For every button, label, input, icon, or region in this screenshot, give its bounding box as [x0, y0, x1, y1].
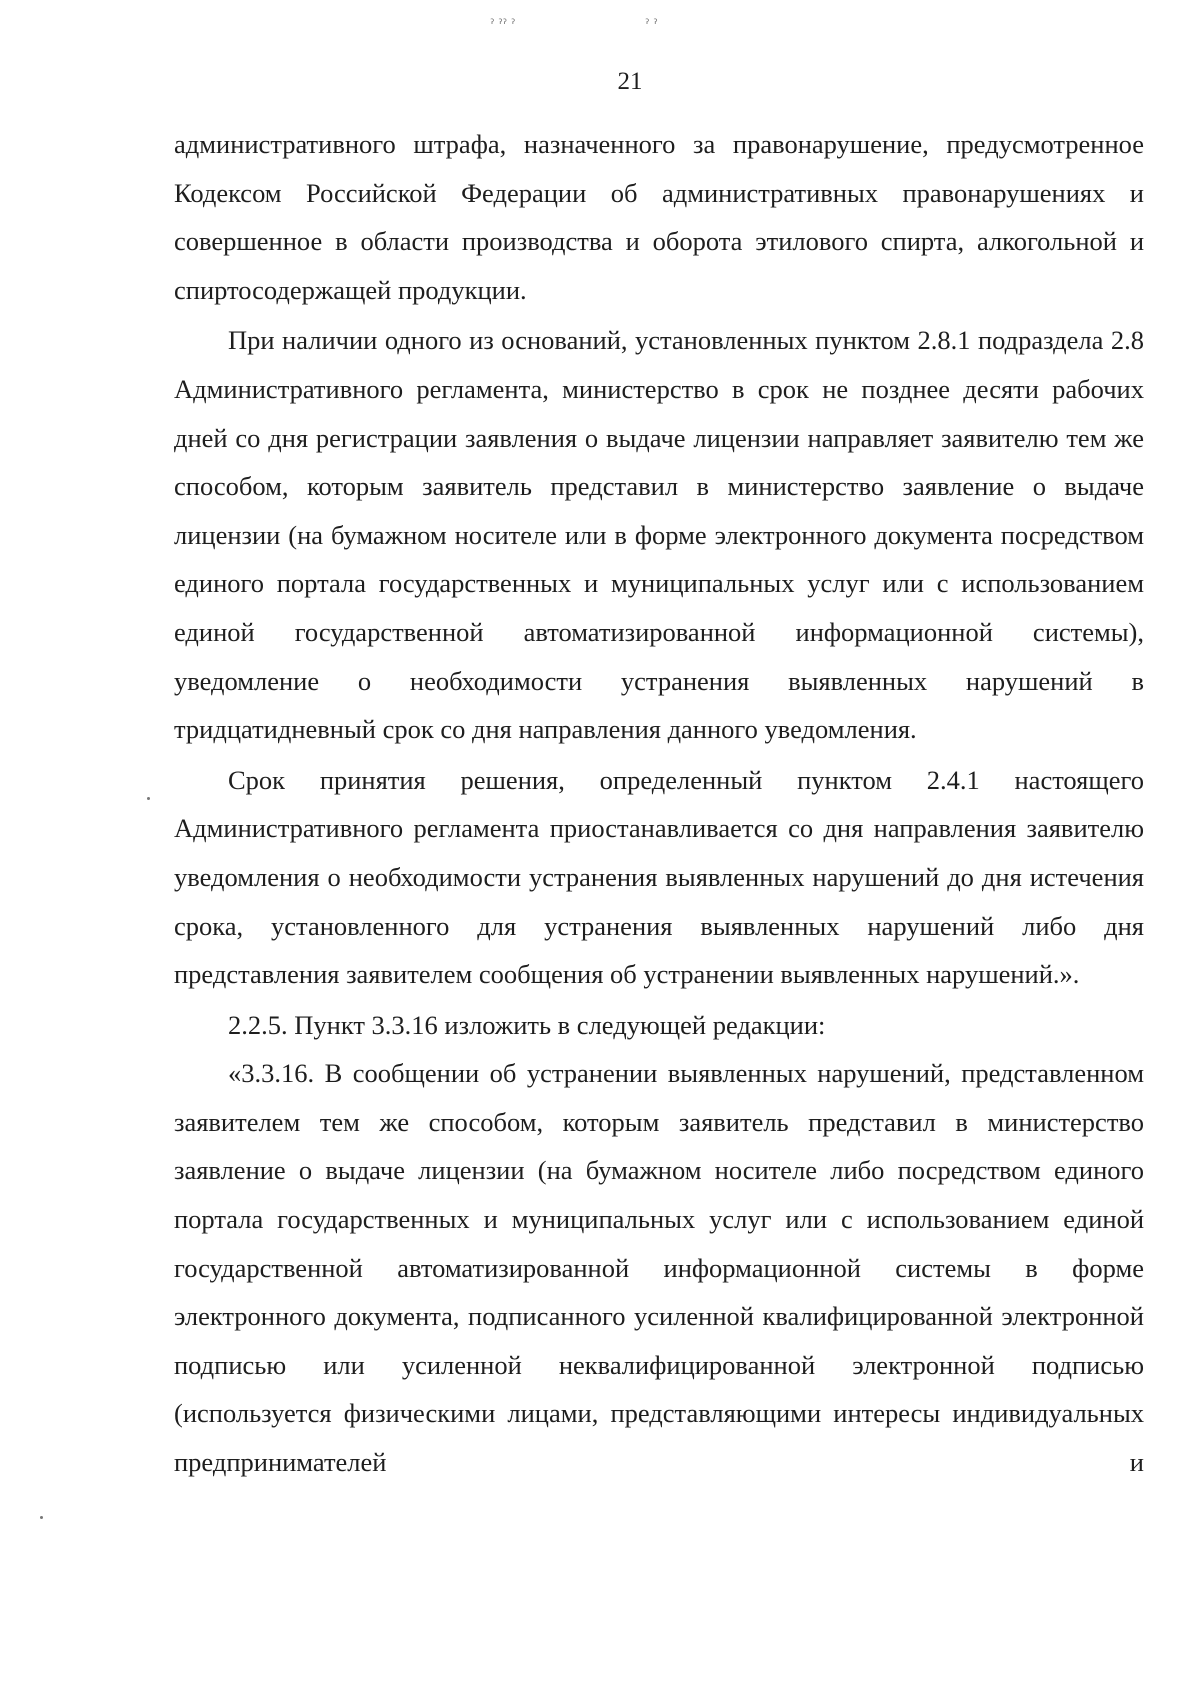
page-number: 21: [617, 68, 643, 95]
paragraph: При наличии одного из оснований, установленных пунктом 2.8.1 подраздела 2.8 Административного регламента, министерство в срок не позднее десяти рабочих дней со дня регистрации заявления о выдаче лицензии направляет заявителю тем же способом, которым заявитель представил в министерство заявление о выдаче лицензии (на бумажном носителе или в форме электронного документа посредством единого портала государственных и муниципальных услуг или с использованием единой государственной автоматизированной информационной системы), уведомление о необходимости устранения выявленных нарушений в тридцатидневный срок со дня направления данного уведомления.: [174, 325, 1144, 745]
scan-speck: [40, 1516, 43, 1519]
scan-artifact: ˀ ˀ: [645, 17, 658, 31]
document-body: [174, 120, 1144, 1487]
paragraph: административного штрафа, назначенного за правонарушение, предусмотренное Кодексом Российской Федерации об административных правонарушениях и совершенное в области производства и оборота этилового спирта, алкогольной и спиртосодержащей продукции.: [174, 129, 1144, 305]
paragraph: «3.3.16. В сообщении об устранении выявленных нарушений, представленном заявителем тем же способом, которым заявитель представил в министерство заявление о выдаче лицензии (на бумажном носителе либо посредством единого портала государственных и муниципальных услуг или с использованием единой государственной автоматизированной информационной системы в форме электронного документа, подписанного усиленной квалифицированной электронной подписью или усиленной неквалифицированной электронной подписью (используется физическими лицами, представляющими интересы индивидуальных предпринимателей и: [174, 1058, 1144, 1478]
scan-speck: [147, 797, 150, 800]
paragraph: 2.2.5. Пункт 3.3.16 изложить в следующей редакции:: [228, 1009, 826, 1040]
paragraph: Срок принятия решения, определенный пунктом 2.4.1 настоящего Административного регламента приостанавливается со дня направления заявителю уведомления о необходимости устранения выявленных нарушений до дня истечения срока, установленного для устранения выявленных нарушений либо дня представления заявителем сообщения об устранении выявленных нарушений.».: [174, 764, 1144, 990]
scan-artifact: ˀ ˀˀ ˀ: [490, 17, 516, 31]
